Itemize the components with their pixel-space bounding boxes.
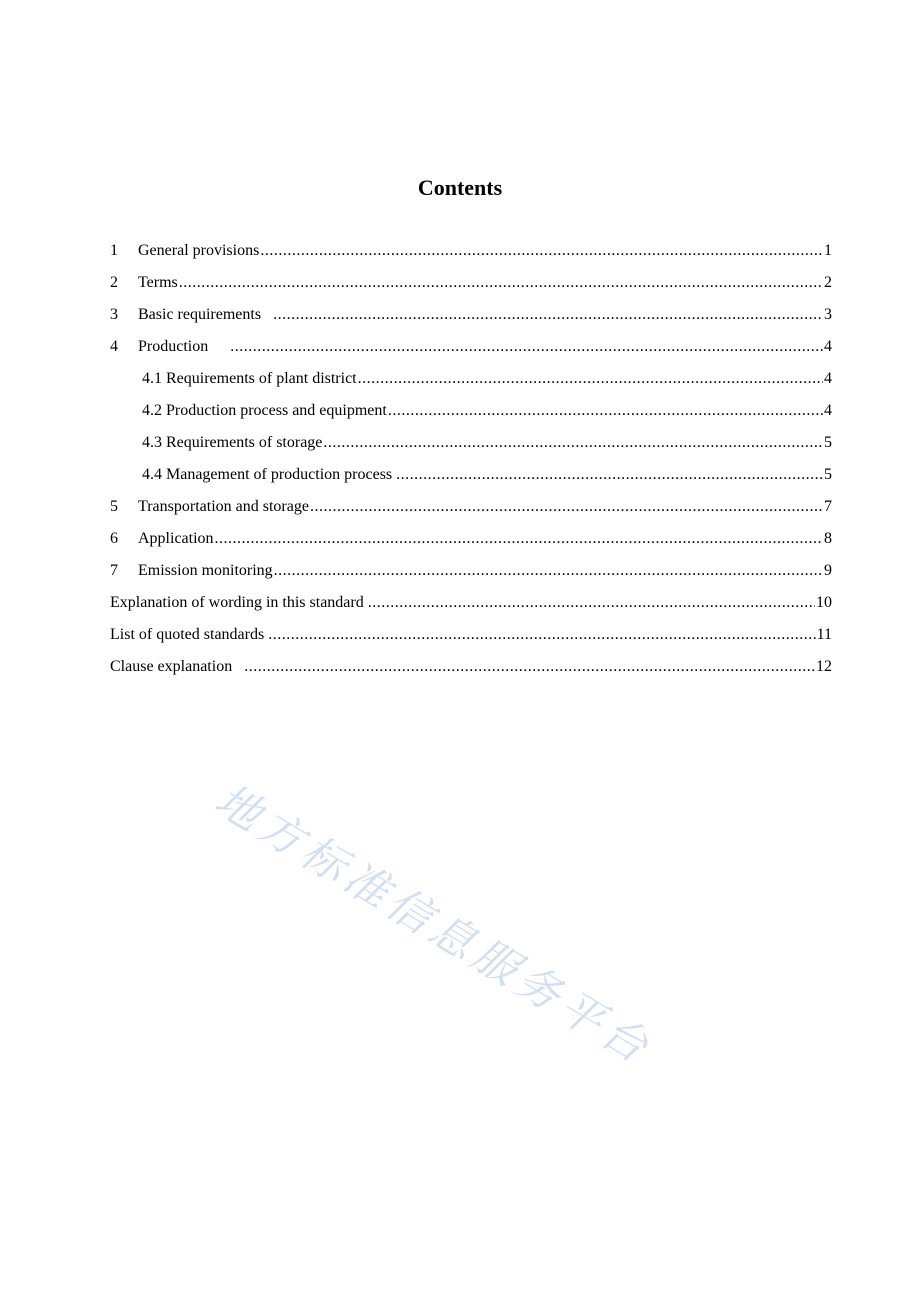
- dot-leader: [179, 269, 823, 297]
- toc-entry-number: 3: [110, 306, 118, 323]
- toc-entry-page: 4: [824, 338, 832, 355]
- toc-entry-label: 4.3 Requirements of storage: [142, 434, 323, 451]
- toc-entry-page: 8: [824, 530, 832, 547]
- toc-entry-number: 7: [110, 562, 118, 579]
- watermark-text: 地方标准信息服务平台: [206, 774, 661, 1076]
- toc-entry-page: 5: [824, 466, 832, 483]
- dot-leader: [388, 397, 823, 425]
- toc-entry-page: 10: [816, 594, 832, 611]
- toc-entry-page: 3: [824, 306, 832, 323]
- toc-entry-page: 1: [824, 242, 832, 259]
- toc-entry-number: 4: [110, 338, 118, 355]
- dot-leader: [358, 365, 823, 393]
- dot-leader: [310, 493, 823, 521]
- toc-entry-label: Terms: [138, 274, 178, 291]
- toc-entry-explanation-of-wording[interactable]: [110, 589, 832, 621]
- toc-entry-production[interactable]: [110, 333, 832, 365]
- toc-entry-label: 4.2 Production process and equipment: [142, 402, 387, 419]
- toc-entry-label: General provisions: [138, 242, 260, 259]
- toc-entry-number: 5: [110, 498, 118, 515]
- toc-entry-number: 1: [110, 242, 118, 259]
- toc-entry-plant-district[interactable]: [110, 365, 832, 397]
- toc-entry-label: Basic requirements: [138, 306, 262, 323]
- toc-entry-emission-monitoring[interactable]: [110, 557, 832, 589]
- dot-leader: [368, 589, 815, 617]
- table-of-contents: [110, 237, 832, 685]
- page-title: Contents: [417, 175, 503, 200]
- dot-leader: [215, 525, 823, 553]
- dot-leader: [274, 557, 823, 585]
- toc-entry-quoted-standards[interactable]: [110, 621, 832, 653]
- toc-entry-general-provisions[interactable]: [110, 237, 832, 269]
- toc-entry-page: 5: [824, 434, 832, 451]
- dot-leader: [230, 333, 823, 361]
- toc-entry-clause-explanation[interactable]: [110, 653, 832, 685]
- toc-entry-label: Emission monitoring: [138, 562, 273, 579]
- toc-entry-label: List of quoted standards: [110, 626, 265, 643]
- toc-entry-page: 9: [824, 562, 832, 579]
- toc-entry-page: 7: [824, 498, 832, 515]
- toc-entry-number: 2: [110, 274, 118, 291]
- toc-entry-application[interactable]: [110, 525, 832, 557]
- toc-entry-page: 4: [824, 370, 832, 387]
- toc-entry-terms[interactable]: [110, 269, 832, 301]
- dot-leader: [273, 301, 823, 329]
- toc-entry-label: 4.1 Requirements of plant district: [142, 370, 357, 387]
- toc-entry-label: Production: [138, 338, 209, 355]
- toc-entry-management-of-production[interactable]: [110, 461, 832, 493]
- dot-leader: [396, 461, 823, 489]
- toc-entry-page: 12: [816, 658, 832, 675]
- dot-leader: [268, 621, 815, 649]
- dot-leader: [323, 429, 823, 457]
- toc-entry-label: Explanation of wording in this standard: [110, 594, 364, 611]
- dot-leader: [260, 237, 823, 265]
- toc-entry-label: Application: [138, 530, 214, 547]
- dot-leader: [244, 653, 815, 681]
- toc-entry-page: 4: [824, 402, 832, 419]
- toc-entry-label: 4.4 Management of production process: [142, 466, 393, 483]
- toc-entry-requirements-of-storage[interactable]: [110, 429, 832, 461]
- toc-entry-page: 2: [824, 274, 832, 291]
- toc-entry-production-process-equipment[interactable]: [110, 397, 832, 429]
- toc-entry-transportation-storage[interactable]: [110, 493, 832, 525]
- toc-entry-label: Clause explanation: [110, 658, 233, 675]
- toc-entry-label: Transportation and storage: [138, 498, 309, 515]
- toc-entry-number: 6: [110, 530, 118, 547]
- toc-entry-basic-requirements[interactable]: [110, 301, 832, 333]
- toc-entry-page: 11: [816, 626, 832, 643]
